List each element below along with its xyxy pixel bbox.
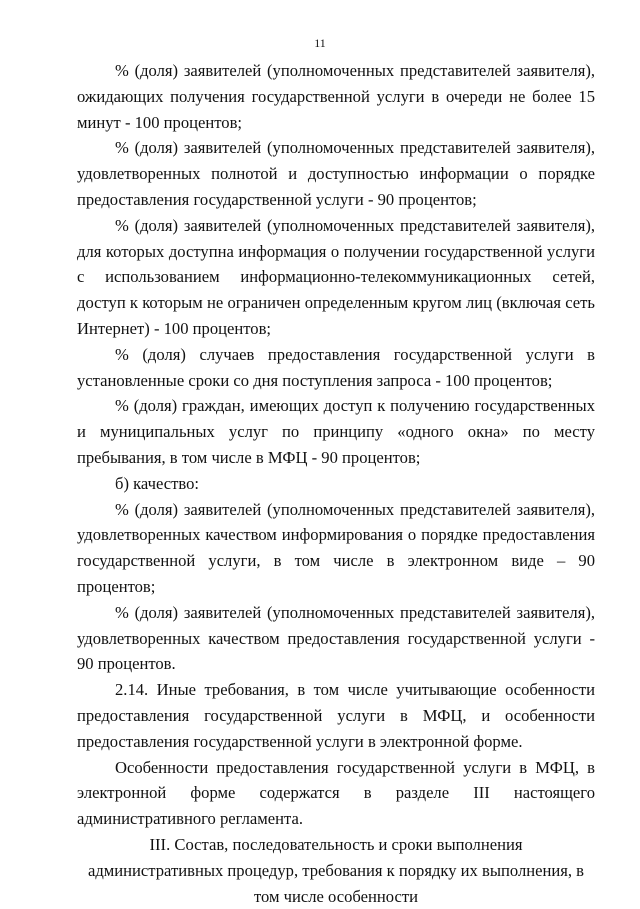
paragraph-mfc-features: Особенности предоставления государственной услуги в МФЦ, в электронной форме содержатся в разделе III настоящего административного регламента.: [77, 757, 595, 829]
paragraph-deadlines: % (доля) случаев предоставления государственной услуги в установленные сроки со дня поступления запроса - 100 процентов;: [77, 344, 595, 390]
paragraph-service-quality: % (доля) заявителей (уполномоченных представителей заявителя), удовлетворенных качеством предоставления государственной услуги - 90 процентов.: [77, 602, 595, 674]
paragraph-other-requirements: 2.14. Иные требования, в том числе учитывающие особенности предоставления государственной услуги в МФЦ, и особенности предоставления государственной услуги в электронной форме.: [77, 680, 595, 751]
paragraph-info-availability: % (доля) заявителей (уполномоченных представителей заявителя), для которых доступна информация о получении государственной услуги с использованием информационно-телекоммуникационных сетей, доступ к которым не ограничен определенным кругом лиц (включая сеть Интернет) - 100 процентов;: [77, 215, 595, 338]
paragraph-info-quality: % (доля) заявителей (уполномоченных представителей заявителя), удовлетворенных качеством информирования о порядке предоставления государственной услуги, в том числе в электронном виде – 90 процентов;: [77, 499, 595, 596]
paragraph-waiting-time: % (доля) заявителей (уполномоченных представителей заявителя), ожидающих получения государственной услуги в очереди не более 15 минут - 100 процентов;: [77, 61, 595, 132]
page-number: 11: [314, 36, 326, 50]
paragraph-info-completeness: % (доля) заявителей (уполномоченных представителей заявителя), удовлетворенных полнотой и доступностью информации о порядке предоставления государственной услуги - 90 процентов;: [77, 138, 595, 209]
paragraph-quality-heading: б) качество:: [115, 473, 199, 493]
section-heading: III. Состав, последовательность и сроки выполнения административных процедур, требования к порядку их выполнения, в том числе особенности: [87, 834, 584, 906]
paragraph-one-window: % (доля) граждан, имеющих доступ к получению государственных и муниципальных услуг по принципу «одного окна» по месту пребывания, в том числе в МФЦ - 90 процентов;: [77, 396, 595, 467]
document-body: [77, 58, 595, 909]
